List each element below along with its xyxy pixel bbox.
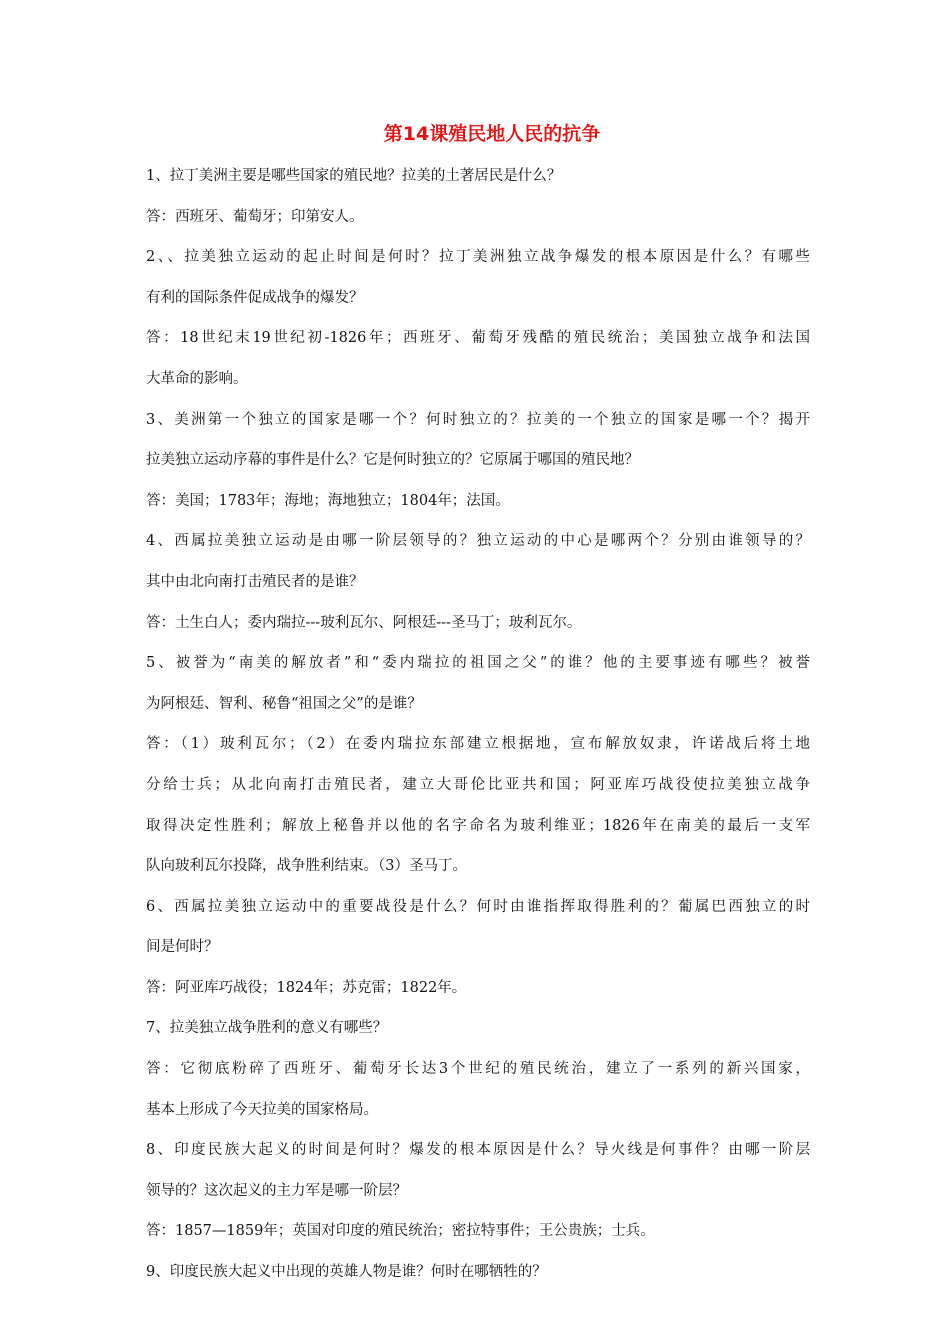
text-line: 4、西属拉美独立运动是由哪一阶层领导的？独立运动的中心是哪两个？分别由谁领导的？ xyxy=(146,533,810,550)
text-line: 8、印度民族大起义的时间是何时？爆发的根本原因是什么？导火线是何事件？由哪一阶层 xyxy=(146,1142,810,1159)
text-line: 答：阿亚库巧战役；1824年；苏克雷；1822年。 xyxy=(146,979,467,996)
text-line: 2、、拉美独立运动的起止时间是何时？拉丁美洲独立战争爆发的根本原因是什么？有哪些 xyxy=(146,249,810,266)
text-line: 拉美独立运动序幕的事件是什么？它是何时独立的？它原属于哪国的殖民地？ xyxy=(146,452,639,469)
text-line: 答：（1）玻利瓦尔；（2）在委内瑞拉东部建立根据地，宣布解放奴隶，许诺战后将土地 xyxy=(146,736,810,753)
text-line: 9、印度民族大起义中出现的英雄人物是谁？何时在哪牺牲的？ xyxy=(146,1264,547,1281)
text-line: 有利的国际条件促成战争的爆发？ xyxy=(146,289,364,306)
text-line: 领导的？这次起义的主力军是哪一阶层？ xyxy=(146,1182,407,1199)
text-line: 取得决定性胜利；解放上秘鲁并以他的名字命名为玻利维亚；1826年在南美的最后一支军 xyxy=(146,817,810,834)
document-body xyxy=(146,118,810,1293)
text-line: 答：18世纪末19世纪初-1826年；西班牙、葡萄牙残酷的殖民统治；美国独立战争和法国 xyxy=(146,330,810,347)
text-line: 答：美国；1783年；海地；海地独立；1804年；法国。 xyxy=(146,492,510,509)
text-line: 1、拉丁美洲主要是哪些国家的殖民地？拉美的土著居民是什么？ xyxy=(146,168,562,184)
text-line: 3、美洲第一个独立的国家是哪一个？何时独立的？拉美的一个独立的国家是哪一个？揭开 xyxy=(146,411,810,428)
text-line: 为阿根廷、智利、秘鲁“祖国之父”的是谁？ xyxy=(146,695,422,712)
text-line: 间是何时？ xyxy=(146,939,219,956)
qa-text-block xyxy=(146,156,810,1293)
text-line: 答：西班牙、葡萄牙；印第安人。 xyxy=(146,208,364,225)
text-line: 答：它彻底粉碎了西班牙、葡萄牙长达3个世纪的殖民统治，建立了一系列的新兴国家， xyxy=(146,1061,810,1078)
text-line: 答：1857—1859年；英国对印度的殖民统治；密拉特事件；王公贵族；士兵。 xyxy=(146,1223,655,1240)
text-line: 基本上形成了今天拉美的国家格局。 xyxy=(146,1101,378,1118)
text-line: 答：土生白人；委内瑞拉---玻利瓦尔、阿根廷---圣马丁；玻利瓦尔。 xyxy=(146,614,582,631)
document-title: 第14课殖民地人民的抗争 xyxy=(383,123,601,145)
text-line: 大革命的影响。 xyxy=(146,370,248,387)
text-line: 6、西属拉美独立运动中的重要战役是什么？何时由谁指挥取得胜利的？葡属巴西独立的时 xyxy=(146,898,810,915)
text-line: 队向玻利瓦尔投降，战争胜利结束。（3）圣马丁。 xyxy=(146,858,467,875)
text-line: 5、被誉为“南美的解放者”和“委内瑞拉的祖国之父”的谁？他的主要事迹有哪些？被誉 xyxy=(146,655,810,672)
text-line: 分给士兵；从北向南打击殖民者，建立大哥伦比亚共和国；阿亚库巧战役使拉美独立战争 xyxy=(146,776,810,793)
text-line: 7、拉美独立战争胜利的意义有哪些？ xyxy=(146,1020,388,1037)
text-line: 其中由北向南打击殖民者的是谁？ xyxy=(146,573,364,590)
